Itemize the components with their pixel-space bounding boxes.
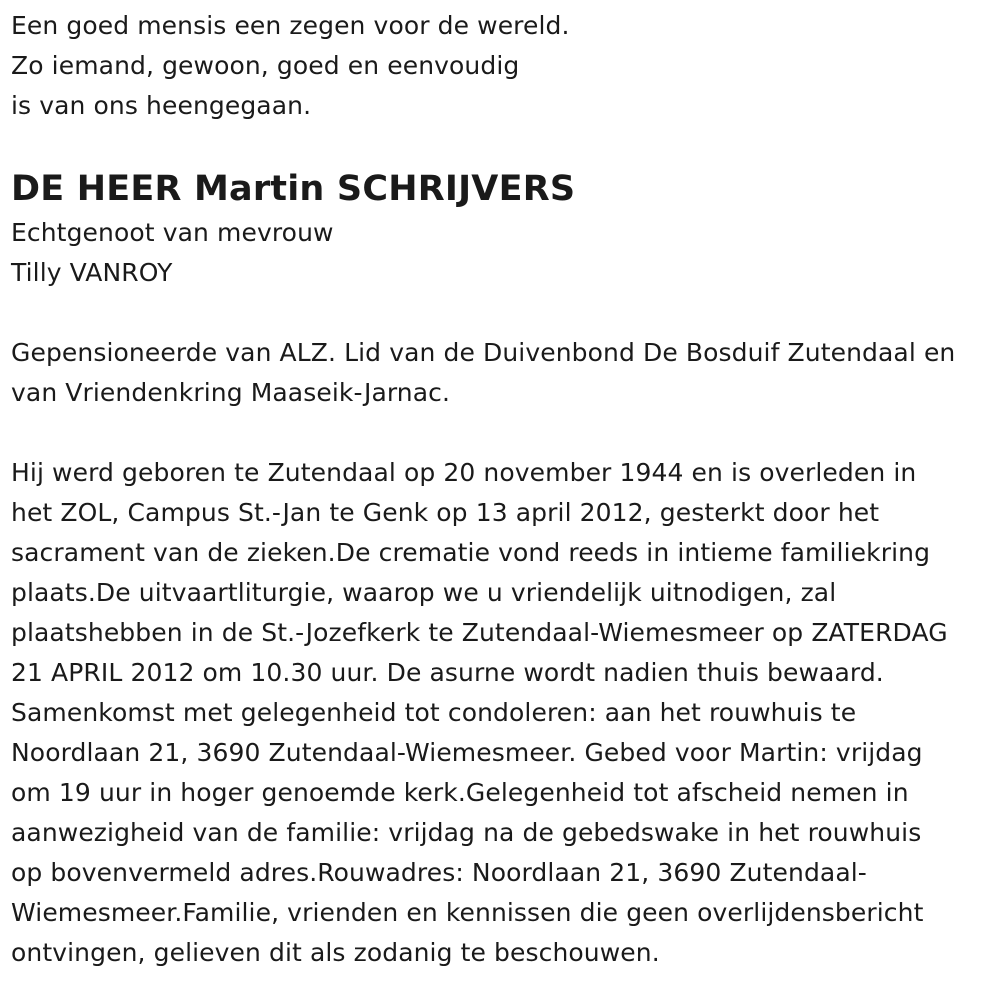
obituary-document [11,6,996,973]
announcement-line: Samenkomst met gelegenheid tot condoleren: aan het rouwhuis te [11,698,857,727]
verse-line: Zo iemand, gewoon, goed en eenvoudig [11,51,520,80]
spouse-section [11,213,996,293]
announcement-paragraph [11,453,996,973]
announcement-line: het ZOL, Campus St.-Jan te Genk op 13 april 2012, gesterkt door het [11,498,880,527]
announcement-line: om 19 uur in hoger genoemde kerk.Gelegenheid tot afscheid nemen in [11,778,909,807]
deceased-name: DE HEER Martin SCHRIJVERS [11,169,576,209]
verse-line: is van ons heengegaan. [11,91,312,120]
affiliation-line: Gepensioneerde van ALZ. Lid van de Duivenbond De Bosduif Zutendaal en [11,338,956,367]
affiliation-line: van Vriendenkring Maaseik-Jarnac. [11,378,451,407]
announcement-line: Hij werd geboren te Zutendaal op 20 november 1944 en is overleden in [11,458,917,487]
announcement-line: plaats.De uitvaartliturgie, waarop we u vriendelijk uitnodigen, zal [11,578,837,607]
spouse-line: Tilly VANROY [11,258,173,287]
announcement-line: plaatshebben in de St.-Jozefkerk te Zutendaal-Wiemesmeer op ZATERDAG [11,618,948,647]
verse-line: Een goed mensis een zegen voor de wereld. [11,11,570,40]
affiliations-paragraph [11,333,996,413]
announcement-line: ontvingen, gelieven dit als zodanig te beschouwen. [11,938,660,967]
announcement-line: 21 APRIL 2012 om 10.30 uur. De asurne wordt nadien thuis bewaard. [11,658,884,687]
announcement-line: aanwezigheid van de familie: vrijdag na de gebedswake in het rouwhuis [11,818,922,847]
announcement-line: Wiemesmeer.Familie, vrienden en kennissen die geen overlijdensbericht [11,898,924,927]
announcement-line: Noordlaan 21, 3690 Zutendaal-Wiemesmeer. Gebed voor Martin: vrijdag [11,738,923,767]
announcement-line: op bovenvermeld adres.Rouwadres: Noordlaan 21, 3690 Zutendaal- [11,858,867,887]
memorial-verse [11,6,996,126]
announcement-line: sacrament van de zieken.De crematie vond reeds in intieme familiekring [11,538,931,567]
spouse-line: Echtgenoot van mevrouw [11,218,334,247]
